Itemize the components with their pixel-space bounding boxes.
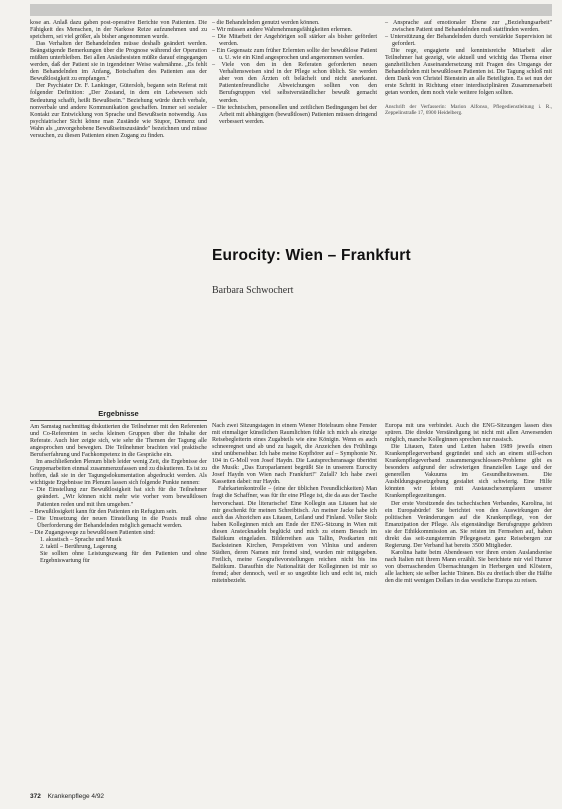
section-heading: Ergebnisse (30, 409, 207, 421)
byline: Barbara Schwochert (212, 285, 294, 296)
list-item: – Die Mitarbeit der Angehörigen soll stärker als bisher gefördert werden. (212, 34, 377, 48)
column-1-top (30, 20, 207, 140)
paragraph: Der Psychiater Dr. F. Lankinger, Gütersloh, begann sein Referat mit folgender Definition: „Der Zustand, in dem ein Lebewesen sich Bedeutung schafft, heißt Bewußtsein." Beziehung würde durch verbale, nonverbale und andere Kommunikation geschaffen. Immer sei sozialer Kontakt zur Entwicklung von Sprache und Bewußtsein notwendig. Aus psychiatrischer Sicht könne man Zustände wie Stupor, Demenz und Wahn als „unvorgehobene Bewußtseinszustände" bezeichnen und müsse versuchen, zu diesen Patienten einen Zugang zu finden. (30, 83, 207, 139)
paragraph: Europa mit uns verbindet. Auch die ENG-Sitzungen lassen dies spüren. Die direkte Verständigung ist nicht mit allen Anwesenden möglich, manche Kolleginnen sprechen nur russisch. (385, 423, 552, 444)
sublist-item: Sie sollten ohne Leistungszwang für den Patienten und ohne Ergebniswartung für (40, 550, 207, 564)
list-item: – Die Umsetzung der neuen Einstellung in die Praxis muß ohne Überforderung der Behandelnden möglich gemacht werden. (30, 516, 207, 530)
paragraph: Fahrkartenkontrolle – (eine der üblichen Freundlichkeiten) Man fragt die Schaffner, was für ihr eine Pflege ist, die da aus der Tasche hervorschaut. Die literarische! Eine Kollegin aus Litauen hat sie mir geschenkt für meinen Schreibtisch. An meiner Jacke habe ich auch das Abzeichen aus Litauen, Leiland und Finland. Voller Stolz haben Kolleginnen mich am Ende der ENG-Sitzung in Wien mit diesen Anstecknadeln beglückt und mich zu einem Besuch im Baltikum eingeladen. Bilderreihen aus Tallin, Postkarten mit Backsteinen Kirchen, Perspektiven von Vilnius und anderen Städten, deren Namen mir fremd sind, wurden mir mitgegeben. Freilich, meine Geografievorstellungen reichen nicht bis ins Baltikum. Daraufhin die Nationalität der Kolleginnen ist mir so fremd; aber dennoch, weil er so ungeübte lich und echt ist, mich miteinbezieht. (212, 486, 377, 585)
sublist (30, 537, 207, 565)
list-item: – Wir müssen andere Wahrnehmungsfähigkeiten erlernen. (212, 27, 377, 34)
column-2-top (212, 20, 377, 126)
paragraph: Die rege, engagierte und kenntnisreiche Mitarbeit aller Teilnehmer hat gezeigt, wie aktuell und wichtig das Thema einer ganzheitlichen Auseinandersetzung mit Fragen des Umgangs der Behandelnden mit bewußtlosen Patienten ist. Die Tagung schloß mit dem Dank von Christel Bienstein an alle Beteiligten. Es sei nun der erste Schritt in Richtung einer interdisziplinären Zusammenarbeit getan worden, dem noch viele weitere folgen sollten. (385, 48, 552, 97)
list-item: – die Behandelnden genutzt werden können. (212, 20, 377, 27)
result-list (212, 20, 377, 126)
paragraph: Karolina hatte beim Abendessen vor ihren ersten Auslandsreise nach Italien mit ihrem Mann erzählt. Sie berichtete mir viel Humor von überraschenden Übernachtungen in Herbergen und Klöstern, alle lachten; sie selber lachte Tränen. Bis zu dreifach über die Hälfte den die mit wenigen Dollars in das westliche Europa zu reisen. (385, 549, 552, 585)
paragraph: kose an. Anlaß dazu gaben post-operative Berichte von Patienten. Die Fähigkeit des Menschen, in der Narkose Reize aufzunehmen und zu speichern, sei viel größer, als bisher angenommen wurde. (30, 20, 207, 41)
list-item: – Die Einstellung zur Bewußtlosigkeit hat sich für die Teilnehmer geändert. „Wir können nicht mehr wie vorher vom bewußtlosen Patienten reden und mit ihm umgehen." (30, 487, 207, 508)
list-item: – Ein Gegensatz zum früher Erlernten sollte der bewußtlose Patient u. U. wie ein Kind angesprochen und angenommen werden. (212, 48, 377, 62)
sublist-item: 2. taktil – Berührung, Lagerung (40, 543, 117, 550)
list-item: – Ansprache auf emotionaler Ebene zur „Beziehungsarbeit" zwischen Patient und Behandelnden muß stattfinden werden. (385, 20, 552, 34)
result-list (385, 20, 552, 48)
column-2-bottom (212, 423, 377, 585)
list-item: – Bewußtlosigkeit kann für den Patienten ein Refugium sein. (30, 509, 207, 516)
article-title: Eurocity: Wien – Frankfurt (212, 247, 411, 264)
paragraph: Im anschließenden Plenum blieb leider wenig Zeit, die Ergebnisse der Gruppenarbeiten einmal zusammenzufassen und zu diskutieren. Es ist zu hoffen, daß sie in der Tagungsdokumentation abgedruckt werden. Als wichtigste Ergebnisse im Plenum lassen sich folgende Punkte nennen: (30, 459, 207, 487)
column-3-bottom (385, 423, 552, 585)
author-address: Anschrift der Verfasserin: Marion Alfonso, Pflegedienstleitung i. R., Zeppelinstraße 17, 6900 Heidelberg. (385, 103, 552, 116)
list-item: – Unterstützung der Behandelnden durch verstärkte Supervision ist gefordert. (385, 34, 552, 48)
paragraph: Das Verhalten der Behandelnden müsse deshalb geändert werden. Beängstigende Bemerkungen über die Prognose während der Operation müßten unterbleiben. Bei allen Anästhesisten müßte darauf eingegangen werden, daß der Patient sie in irgendeiner Weise wahrnähme. „Es fehlt den Behandelnden im Anfang, Botschaften des Patienten aus der Bewußtlosigkeit zu empfangen." (30, 41, 207, 83)
header-bar (30, 4, 552, 16)
page-footer (30, 793, 104, 800)
journal-name: Krankenpflege 4/92 (47, 793, 105, 800)
list-item: – Die Zugangswege zu bewußtlosen Patienten sind: (30, 530, 207, 537)
page-number: 372 (30, 793, 41, 800)
sublist-item: 1. akustisch – Sprache und Musik (40, 536, 122, 543)
column-1-bottom (30, 424, 207, 565)
list-item: – Viele von den in den Referaten geforderten neuen Verhaltensweisen sind in der Pflege schon üblich. Sie werden aber von den Ärzten oft belächelt und nicht anerkannt. Patientenfreundliche Abweichungen sollten von den Berufsgruppen viel selbstverständlicher bewußt gemacht werden. (212, 62, 377, 104)
paragraph: Die Litauen, Esten und Letten haben 1989 jeweils einen Krankenpflegerverband gegründet und sich an einem still-schon Krankenpflegeverband zusammengeschlossen-Probleme gibt es besonders aufgrund der schwierigen finanziellen Lage und der generellen Vakuums im Gesundheitswesen. Die Ausbildungsgesetzgebung gestaltet sich schwierig. Eine Hilfe könnten wir leisten mit Austauschexemplaren unserer Krankenpflegezeitungen. (385, 444, 552, 500)
list-item: – Die technischen, personellen und zeitlichen Bedingungen bei der Arbeit mit abhängigen (bewußtlosen) Patienten müssen dringend verbessert werden. (212, 105, 377, 126)
column-3-top (385, 20, 552, 116)
paragraph: Der erste Vorsitzende des tschechischen Verbandes, Karolina, ist ein Europabürde! Sie berichtet von den Auswirkungen der politischen Veränderungen auf die Krankenpflege, von der Emanzipation der Pflege. Als eigenständige Berufsgruppe gehören sie der Ethikkommission an. Sie reisten im Fernsehen auf, haben direkt das seit-zungstermin Pflegegesetz ganz Reisebergen zur Regierung. Der Verband hat bereits 3500 Mitglieder. (385, 500, 552, 549)
paragraph: Nach zwei Sitzungstagen in einem Wiener Hotelraum ohne Fenster mit einmaliger künstlichen Raumlichten fühle ich mich als einzige Reisebegleiterin eines Zugabteils wie eine Königin. Wenn es auch schneeregnet und ab und zu hagelt, die Anzeichen des Frühlings sind unübersehbar. Ich habe meine Kopfhörer auf – Symphonie Nr. 104 in G-Moll von Josef Haydn. Die Lautsprecheransage übertönt die Musik: „Das Europarlament begrüßt Sie in unserem Eurocity Josef Haydn von Wien nach Frankfurt!" Zufall? Ich habe zwei Kassetten dabei: nur Haydn. (212, 423, 377, 486)
result-list (30, 487, 207, 536)
paragraph: Am Samstag nachmittag diskutierten die Teilnehmer mit den Referenten und Co-Referenten in sechs kleinen Gruppen über die Inhalte der Referate. Auch hier zeigte sich, wie sehr die Themen der Tagung alle angesprochen und bewegten. Die Teilnehmer brachten viel praktische Berufserfahrung und Fachkompetenz in die Gespräche ein. (30, 424, 207, 459)
